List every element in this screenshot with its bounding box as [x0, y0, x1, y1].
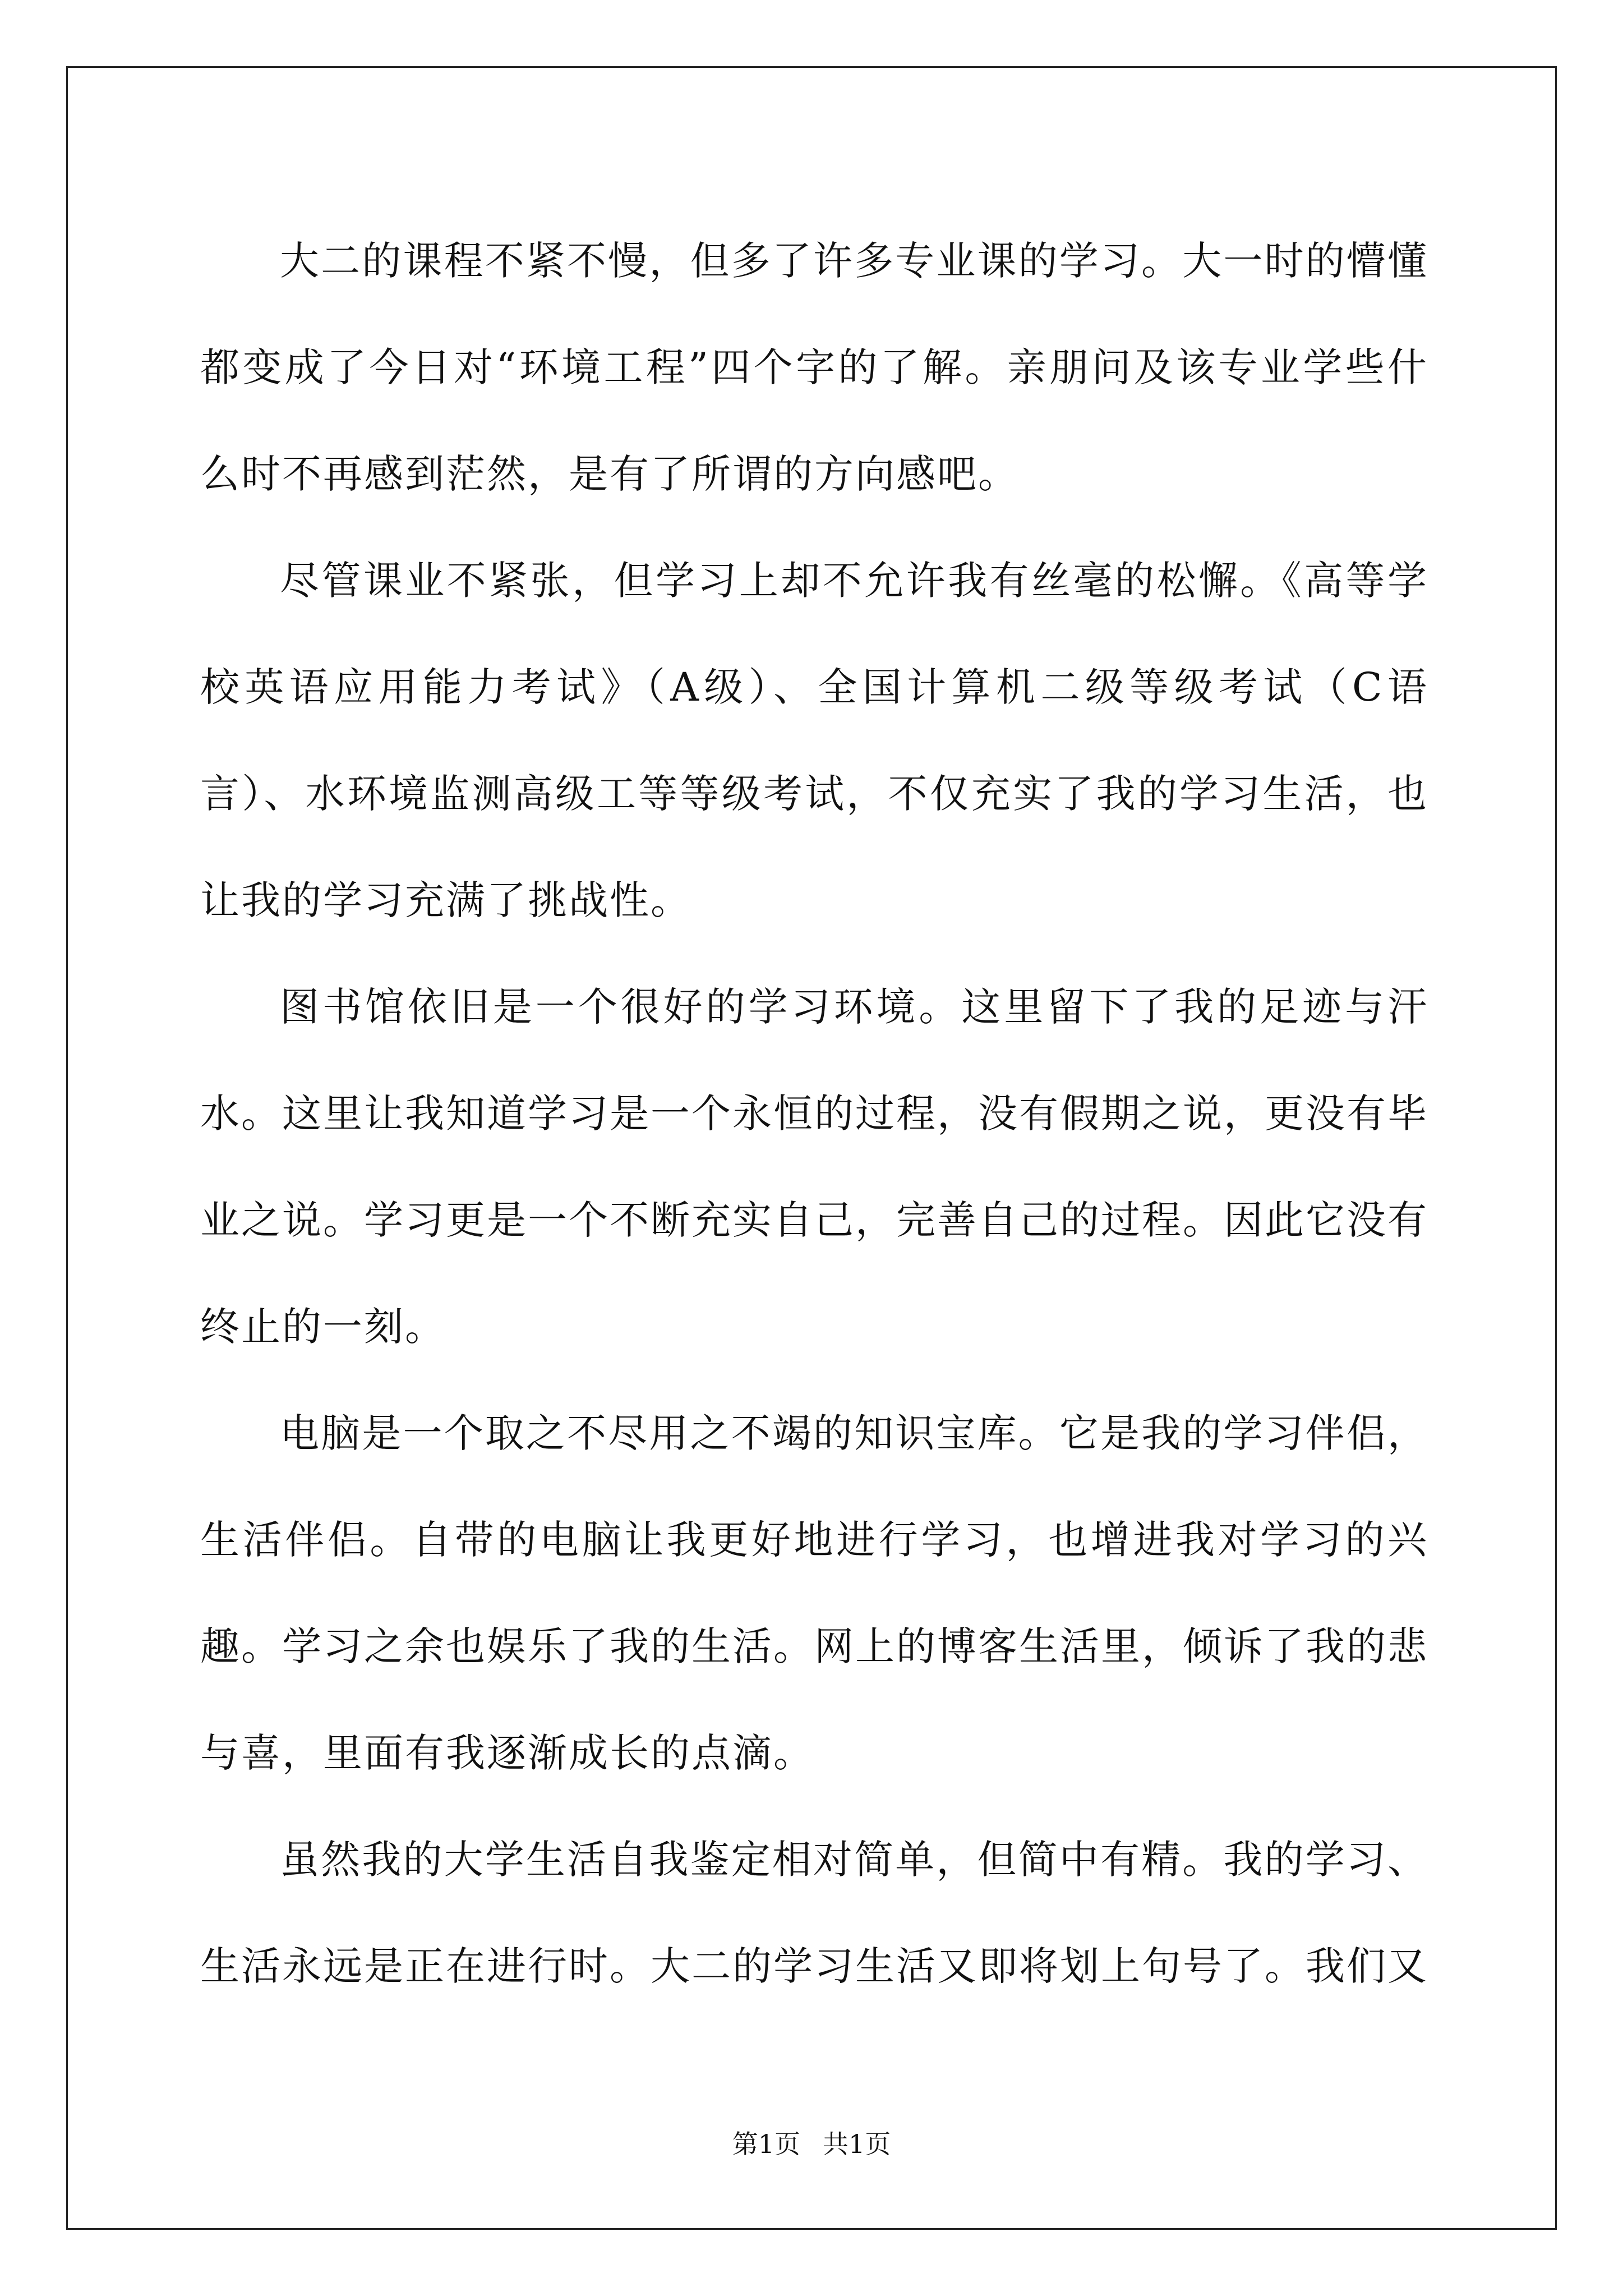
paragraph: 电脑是一个取之不尽用之不竭的知识宝库。它是我的学习伴侣，生活伴侣。自带的电脑让我更好地进行学习，也增进我对学习的兴趣。学习之余也娱乐了我的生活。网上的博客生活里，倾诉了我的悲与喜，里面有我逐渐成长的点滴。: [200, 1410, 1428, 1776]
page-footer: [0, 2127, 1623, 2161]
page-number: 第1页: [732, 2129, 800, 2159]
paragraph: 大二的课程不紧不慢，但多了许多专业课的学习。大一时的懵懂都变成了今日对“环境工程”四个字的了解。亲朋问及该专业学些什么时不再感到茫然，是有了所谓的方向感吧。: [200, 238, 1428, 497]
page-total: 共1页: [823, 2129, 891, 2159]
paragraph: 虽然我的大学生活自我鉴定相对简单，但简中有精。我的学习、生活永远是正在进行时。大二的学习生活又即将划上句号了。我们又: [200, 1837, 1428, 1989]
paragraph: 图书馆依旧是一个很好的学习环境。这里留下了我的足迹与汗水。这里让我知道学习是一个永恒的过程，没有假期之说，更没有毕业之说。学习更是一个不断充实自己，完善自己的过程。因此它没有终止的一刻。: [200, 984, 1428, 1350]
paragraph: 尽管课业不紧张，但学习上却不允许我有丝毫的松懈。《高等学校英语应用能力考试》（A级）、全国计算机二级等级考试（C语言）、水环境监测高级工等等级考试，不仅充实了我的学习生活，也让我的学习充满了挑战性。: [200, 558, 1428, 923]
document-body: [200, 208, 1428, 2019]
